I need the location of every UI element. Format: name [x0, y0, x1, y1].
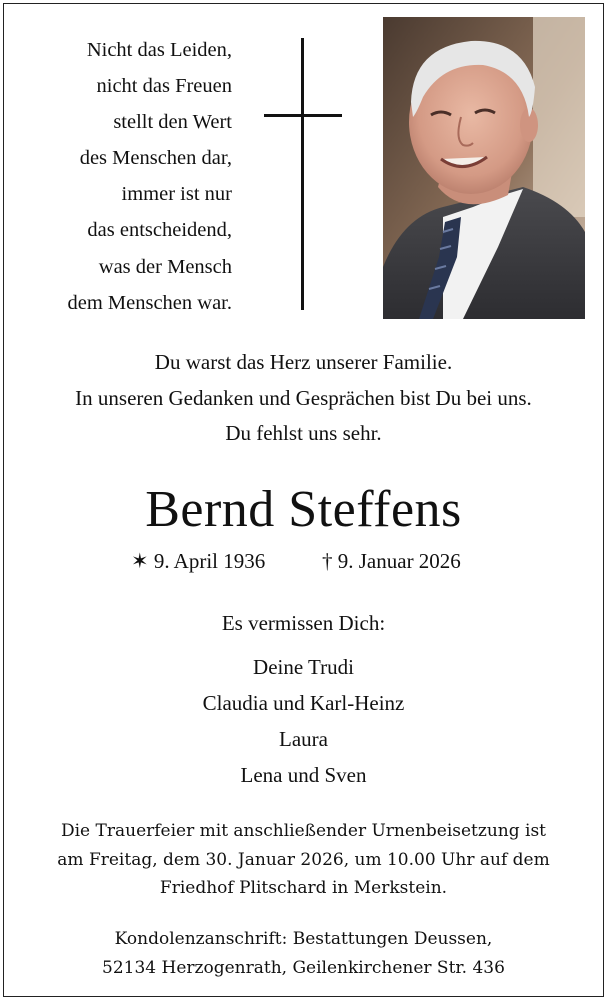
poem-line: immer ist nur [121, 183, 232, 206]
cross-horizontal-bar [264, 114, 342, 117]
service-line: am Freitag, dem 30. Januar 2026, um 10.00 Uhr auf dem [57, 849, 550, 870]
poem-line: dem Menschen war. [67, 291, 232, 314]
condolence-line: Kondolenzanschrift: Bestattungen Deussen, [114, 929, 493, 949]
service-info [0, 817, 607, 903]
death-date: † 9. Januar 2026 [322, 549, 461, 573]
poem-line: das entscheidend, [87, 219, 232, 242]
cross-vertical-bar [301, 38, 304, 310]
mourner-name: Claudia und Karl-Heinz [202, 691, 405, 715]
mourner-name: Deine Trudi [253, 655, 354, 679]
birth-date: ✶ 9. April 1936 [131, 549, 266, 573]
condolence-line: 52134 Herzogenrath, Geilenkirchener Str. 436 [102, 957, 505, 978]
life-dates [0, 549, 607, 579]
service-line: Die Trauerfeier mit anschließender Urnenbeisetzung ist [60, 821, 547, 841]
mourner-name: Lena und Sven [240, 763, 367, 787]
poem-line: nicht das Freuen [96, 75, 232, 98]
poem-line: Nicht das Leiden, [86, 39, 232, 61]
tribute-line: Du fehlst uns sehr. [225, 421, 382, 445]
service-line: Friedhof Plitschard in Merkstein. [159, 878, 448, 898]
mourner-name: Laura [279, 727, 328, 751]
mourners-heading: Es vermissen Dich: [221, 611, 386, 635]
poem-line: des Menschen dar, [79, 147, 232, 170]
tribute-line: Du warst das Herz unserer Familie. [154, 350, 453, 374]
poem [20, 32, 232, 321]
deceased-name: Bernd Steffens [145, 481, 462, 538]
tribute-line: In unseren Gedanken und Gesprächen bist Du bei uns. [75, 385, 532, 410]
poem-line: stellt den Wert [113, 111, 232, 134]
condolence-address [0, 925, 607, 982]
tribute-text [0, 345, 607, 452]
mourners-list [0, 649, 607, 793]
portrait-photo [383, 17, 585, 319]
poem-line: was der Mensch [98, 255, 232, 278]
